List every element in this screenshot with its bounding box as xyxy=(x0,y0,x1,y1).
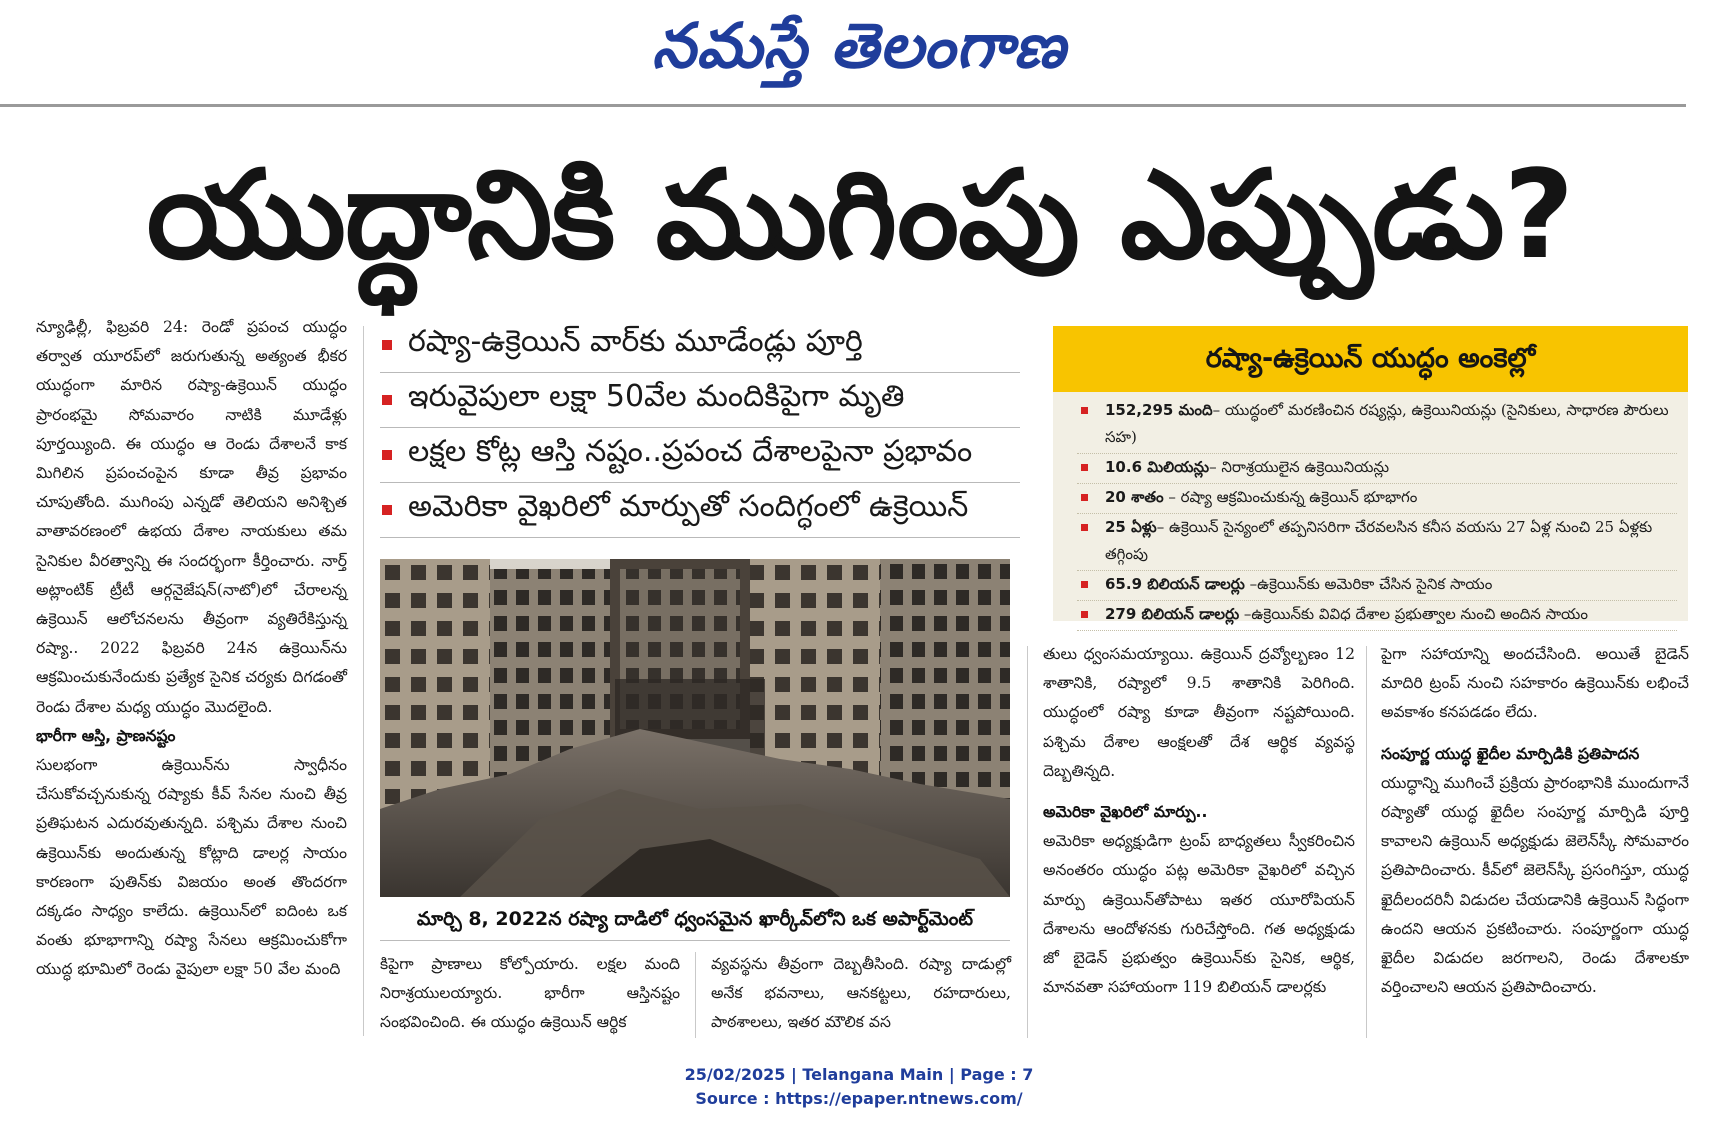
stats-header: రష్యా-ఉక్రెయిన్ యుద్ధం అంకెల్లో xyxy=(1053,326,1688,392)
caption-divider xyxy=(380,940,1010,941)
article-subhead: సంపూర్ణ యుద్ధ ఖైదీల మార్పిడికి ప్రతిపాదన xyxy=(1381,744,1640,763)
footer-source-link[interactable]: Source : https://epaper.ntnews.com/ xyxy=(695,1089,1023,1108)
article-column-3 xyxy=(1043,640,1355,1045)
footer-edition-info: 25/02/2025 | Telangana Main | Page : 7 xyxy=(684,1065,1034,1084)
stat-item xyxy=(1077,571,1677,601)
stat-value: 279 బిలియన్ డాలర్లు xyxy=(1105,605,1240,623)
highlights-list xyxy=(380,318,1020,538)
highlight-text: అమెరికా వైఖరిలో మార్పుతో సందిగ్ధంలో ఉక్రెయిన్ xyxy=(408,489,969,524)
stat-item xyxy=(1077,397,1677,454)
highlight-text: రష్యా-ఉక్రెయిన్ వార్‌కు మూడేండ్లు పూర్తి xyxy=(408,324,863,359)
highlight-item xyxy=(380,428,1020,483)
column-divider xyxy=(1366,646,1367,1038)
stat-text: –ఉక్రెయిన్‌కు అమెరికా చేసిన సైనిక సాయం xyxy=(1244,575,1493,593)
highlight-text: ఇరువైపులా లక్షా 50వేల మందికిపైగా మృతి xyxy=(408,379,905,414)
article-paragraph: యుద్ధాన్ని ముగించే ప్రక్రియ ప్రారంభానికి ముందుగానే రష్యాతో యుద్ధ ఖైదీల సంపూర్ణ మార్పిడి పూర్తి కావాలని ఉక్రెయిన్ అధ్యక్షుడు జెలెన్‌స్కీ సోమవారం ప్రతిపాదించారు. కీవ్‌లో జెలెన్‌స్కీ ప్రసంగిస్తూ, యుద్ధ ఖైదీలందరినీ విడుదల చేయడానికి ఉక్రెయిన్ సిద్ధంగా ఉందని ఆయన ప్రకటించారు. సంపూర్ణంగా యుద్ధ ఖైదీల విడుదల జరగాలని, రెండు దేశాలకూ వర్తించాలని ఆయన ప్రతిపాదించారు. xyxy=(1381,773,1689,997)
masthead-divider xyxy=(0,104,1686,107)
article-column-2b xyxy=(711,950,1011,1040)
bullet-icon xyxy=(382,450,392,460)
masthead xyxy=(0,0,1718,108)
stat-text: –ఉక్రెయిన్‌కు వివిధ దేశాల ప్రభుత్వాల నుంచి అందిన సాయం xyxy=(1239,605,1588,623)
article-paragraph: న్యూఢిల్లీ, ఫిబ్రవరి 24: రెండో ప్రపంచ యుద్ధం తర్వాత యూరప్‌లో జరుగుతున్న అత్యంత భీకర యుద్ధంగా మారిన రష్యా-ఉక్రెయిన్ యుద్ధం ప్రారంభమై సోమవారం నాటికి మూడేళ్లు పూర్తయ్యింది. ఈ యుద్ధం ఆ రెండు దేశాలనే కాక మిగిలిన ప్రపంచంపైన కూడా తీవ్ర ప్రభావం చూపుతోంది. ముగింపు ఎన్నడో తెలియని అనిశ్చిత వాతావరణంలో ఉభయ దేశాల నాయకులు తమ సైనికుల వీరత్వాన్ని ఈ సందర్భంగా కీర్తించారు. నార్త్ అట్లాంటిక్ ట్రీటీ ఆర్గనైజేషన్(నాటో)లో చేరాలన్న ఉక్రెయిన్ ఆలోచనలను తీవ్రంగా వ్యతిరేకిస్తున్న రష్యా.. 2022 ఫిబ్రవరి 24న ఉక్రెయిన్‌ను ఆక్రమించుకునేందుకు ప్రత్యేక సైనిక చర్యకు దిగడంతో రెండు దేశాల మధ్య యుద్ధం మొదలైంది. xyxy=(36,318,347,716)
stat-text: – యుద్ధంలో మరణించిన రష్యన్లు, ఉక్రెయినియన్లు (సైనికులు, సాధారణ పౌరులు సహ) xyxy=(1105,401,1669,446)
bullet-icon xyxy=(1081,464,1088,471)
stat-value: 152,295 మంది xyxy=(1105,401,1213,419)
bullet-icon xyxy=(1081,611,1088,618)
highlight-item xyxy=(380,373,1020,428)
article-column-4 xyxy=(1381,640,1689,1045)
article-subhead: భారీగా ఆస్తి, ప్రాణనష్టం xyxy=(36,726,176,745)
bullet-icon xyxy=(382,395,392,405)
highlight-item xyxy=(380,318,1020,373)
stats-list xyxy=(1077,397,1677,631)
bullet-icon xyxy=(1081,494,1088,501)
bullet-icon xyxy=(1081,524,1088,531)
article-paragraph: సులభంగా ఉక్రెయిన్‌ను స్వాధీనం చేసుకోవచ్చనుకున్న రష్యాకు కీవ్ సేనల నుంచి తీవ్ర ప్రతిఘటన ఎదురవుతున్నది. పశ్చిమ దేశాల నుంచి ఉక్రెయిన్‌కు అందుతున్న కోట్లాది డాలర్ల సాయం కారణంగా పుతిన్‌కు విజయం అంత తొందరగా దక్కడం సాధ్యం కాలేదు. ఉక్రెయిన్‌లో ఐదింట ఒక వంతు భూభాగాన్ని రష్యా సేనలు ఆక్రమించుకోగా యుద్ధ భూమిలో రెండు వైపులా లక్షా 50 వేల మంది xyxy=(36,756,347,979)
photo-caption: మార్చి 8, 2022న రష్యా దాడిలో ధ్వంసమైన ఖార్కీవ్‌లోని ఒక అపార్ట్‌మెంట్ xyxy=(416,908,974,930)
stat-item xyxy=(1077,514,1677,571)
article-column-2a xyxy=(380,950,680,1040)
column-divider xyxy=(695,952,696,1038)
highlight-item xyxy=(380,483,1020,538)
article-paragraph: వ్యవస్థను తీవ్రంగా దెబ్బతీసింది. రష్యా దాడుల్లో అనేక భవనాలు, ఆనకట్టలు, రహదారులు, పాఠశాలలు, ఇతర మౌలిక వస xyxy=(711,955,1011,1032)
main-headline: యుద్ధానికి ముగింపు ఎప్పుడు? xyxy=(146,144,1574,286)
paragraph-spacer xyxy=(1043,786,1355,798)
destroyed-building-image xyxy=(380,559,1010,897)
masthead-logo: నమస్తే తెలంగాణ xyxy=(651,9,1067,82)
page-footer xyxy=(0,1063,1718,1111)
article-paragraph: అమెరికా అధ్యక్షుడిగా ట్రంప్ బాధ్యతలు స్వీకరించిన అనంతరం యుద్ధం పట్ల అమెరికా వైఖరిలో వచ్చిన మార్పు ఉక్రెయిన్‌తోపాటు ఇతర యూరోపియన్ దేశాలను ఆందోళనకు గురిచేస్తోంది. గత అధ్యక్షుడు జో బైడెన్ ప్రభుత్వం ఉక్రెయిన్‌కు సైనిక, ఆర్థిక, మానవతా సహాయంగా 119 బిలియన్ డాలర్లకు xyxy=(1043,832,1355,997)
stat-item xyxy=(1077,484,1677,514)
stat-value: 65.9 బిలియన్ డాలర్లు xyxy=(1105,575,1245,593)
stat-value: 25 ఏళ్లు xyxy=(1105,518,1157,536)
article-paragraph: పైగా సహాయాన్ని అందచేసింది. అయితే బైడెన్ మాదిరి ట్రంప్ నుంచి సహకారం ఉక్రెయిన్‌కు లభించే అవకాశం కనపడడం లేదు. xyxy=(1381,645,1689,722)
news-photo xyxy=(380,559,1010,897)
stat-text: – రష్యా ఆక్రమించుకున్న ఉక్రెయిన్ భూభాగం xyxy=(1163,488,1418,506)
bullet-icon xyxy=(1081,581,1088,588)
stat-text: – ఉక్రెయిన్ సైన్యంలో తప్పనిసరిగా చేరవలసిన కనీస వయసు 27 ఏళ్ల నుంచి 25 ఏళ్లకు తగ్గింపు xyxy=(1105,518,1653,563)
article-subhead: అమెరికా వైఖరిలో మార్పు.. xyxy=(1043,803,1208,822)
article-column-1 xyxy=(36,313,347,1045)
stat-value: 20 శాతం xyxy=(1105,488,1164,506)
column-divider xyxy=(363,326,364,1036)
paragraph-spacer xyxy=(1381,728,1689,740)
stat-text: – నిరాశ్రయులైన ఉక్రెయినియన్లు xyxy=(1209,458,1390,476)
bullet-icon xyxy=(382,340,392,350)
bullet-icon xyxy=(1081,407,1088,414)
stat-item xyxy=(1077,601,1677,631)
article-paragraph: కిపైగా ప్రాణాలు కోల్పోయారు. లక్షల మంది నిరాశ్రయులయ్యారు. భారీగా ఆస్తినష్టం సంభవించింది. ఈ యుద్ధం ఉక్రెయిన్ ఆర్థిక xyxy=(380,955,680,1032)
column-divider xyxy=(1027,646,1028,1038)
highlight-text: లక్షల కోట్ల ఆస్తి నష్టం..ప్రపంచ దేశాలపైనా ప్రభావం xyxy=(408,434,973,469)
stats-box xyxy=(1053,326,1688,621)
article-paragraph: తులు ధ్వంసమయ్యాయి. ఉక్రెయిన్ ద్రవ్యోల్బణం 12 శాతానికి, రష్యాలో 9.5 శాతానికి పెరిగింది. యుద్ధంలో రష్యా కూడా తీవ్రంగా నష్టపోయింది. పశ్చిమ దేశాల ఆంక్షలతో దేశ ఆర్థిక వ్యవస్థ దెబ్బతిన్నది. xyxy=(1043,645,1355,780)
stat-item xyxy=(1077,454,1677,484)
bullet-icon xyxy=(382,505,392,515)
stat-value: 10.6 మిలియన్లు xyxy=(1105,458,1210,476)
